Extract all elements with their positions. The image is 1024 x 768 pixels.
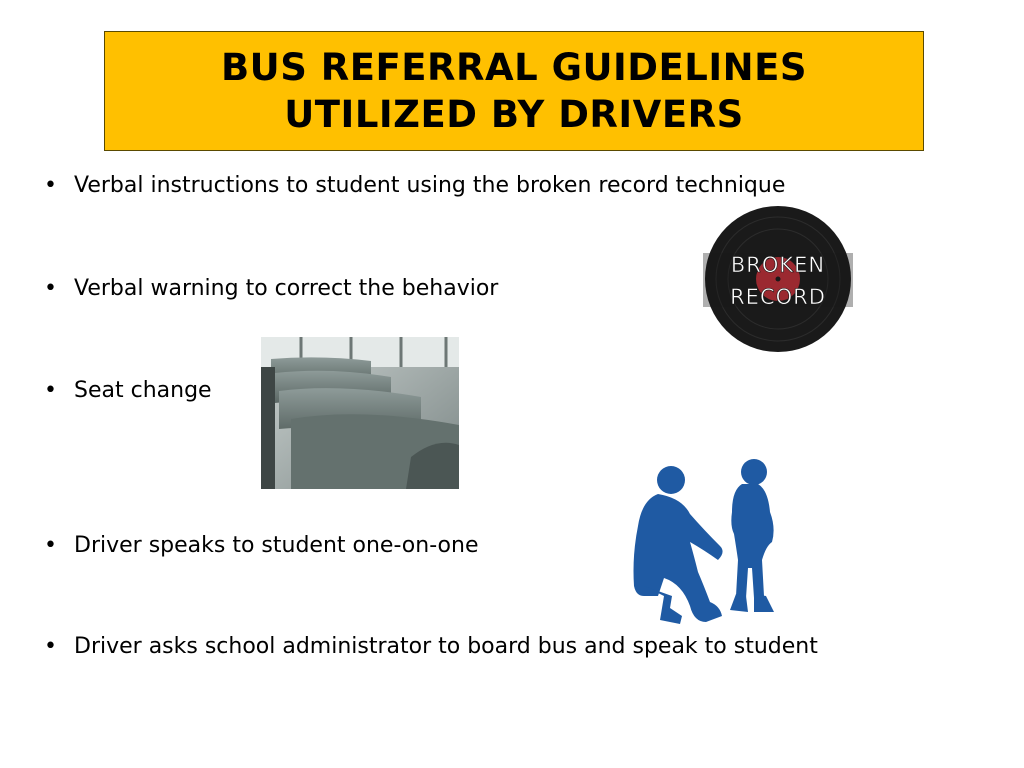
bullet-dot: • xyxy=(44,173,57,198)
bullet-text: Verbal warning to correct the behavior xyxy=(74,276,499,301)
bullet-item xyxy=(44,171,785,201)
adult-head xyxy=(657,466,685,494)
title-banner xyxy=(104,31,924,151)
bullet-dot: • xyxy=(44,378,57,403)
title-line-2: UTILIZED BY DRIVERS xyxy=(284,93,744,136)
bullet-text: Seat change xyxy=(74,378,212,403)
bullet-text: Driver speaks to student one-on-one xyxy=(74,533,479,558)
adult-child-silhouette xyxy=(624,456,792,626)
child-foot xyxy=(754,594,774,612)
bullet-item xyxy=(44,531,478,561)
adult-body xyxy=(634,494,723,622)
bullet-text: Driver asks school administrator to board bus and speak to student xyxy=(74,634,818,659)
broken-record-image xyxy=(703,204,853,354)
record-label-broken: BROKEN xyxy=(730,253,826,277)
bullet-dot: • xyxy=(44,533,57,558)
bullet-item xyxy=(44,376,212,406)
title-line-1: BUS REFERRAL GUIDELINES xyxy=(220,46,808,89)
bullet-text: Verbal instructions to student using the broken record technique xyxy=(74,173,786,198)
child-body xyxy=(731,484,773,598)
bus-seats-photo xyxy=(261,337,459,489)
child-foot xyxy=(730,594,748,612)
bullet-item xyxy=(44,632,818,662)
child-head xyxy=(741,459,767,485)
record-label-record: RECORD xyxy=(730,285,826,309)
bus-aisle-edge xyxy=(261,367,275,489)
silhouette-group xyxy=(634,459,775,624)
bullet-item xyxy=(44,274,498,304)
bullet-dot: • xyxy=(44,276,57,301)
bullet-dot: • xyxy=(44,634,57,659)
